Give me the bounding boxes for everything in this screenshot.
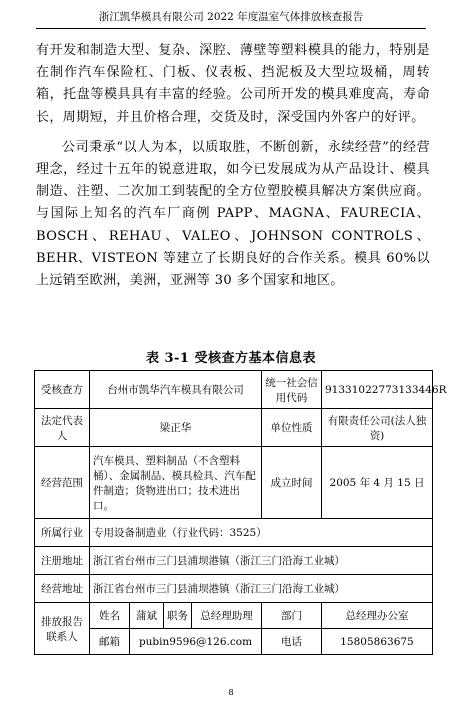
table-label: 职务 <box>164 603 192 629</box>
table-value: 总经理办公室 <box>322 603 433 629</box>
table-value: 2005 年 4 月 15 日 <box>322 447 433 519</box>
table-value: 15805863675 <box>322 629 433 655</box>
table-label: 经营地址 <box>35 575 90 603</box>
table-row <box>35 629 433 655</box>
table-value: 汽车模具、塑料制品（不含塑料桶）、金属制品、模具检具、汽车配件制造；货物进出口；技术进出口。 <box>90 447 262 519</box>
table-value: 浙江省台州市三门县浦坝港镇（浙江三门沿海工业城） <box>90 575 433 603</box>
paragraph: 公司秉承“以人为本，以质取胜，不断创新，永续经营”的经营理念，经过十五年的锐意进取，如今已发展成为从产品设计、模具制造、注塑、二次加工到装配的全方位塑胶模具解决方案供应商。与国际上知名的汽车厂商例 PAPP、MAGNA、FAURECIA、BOSCH、REHAU、VALEO、JOHNSON CONTROLS、BEHR、VISTEON 等建立了长期良好的合作关系。模具 60%以上远销至欧洲，美洲，亚洲等 30 多个国家和地区。 <box>36 139 430 289</box>
table-row <box>35 447 433 519</box>
table-label: 受核查方 <box>35 371 90 409</box>
table-value: 91331022773133446R <box>322 371 433 409</box>
table-label: 经营范围 <box>35 447 90 519</box>
table-label: 统一社会信用代码 <box>262 371 322 409</box>
table-label: 部门 <box>262 603 322 629</box>
table-value: 台州市凯华汽车模具有限公司 <box>90 371 262 409</box>
table-value: 专用设备制造业（行业代码：3525） <box>90 519 433 547</box>
table-caption: 表 3-1 受核查方基本信息表 <box>145 351 317 366</box>
table-label: 邮箱 <box>90 629 130 655</box>
table-label: 法定代表人 <box>35 409 90 447</box>
table-value: 蒲斌 <box>130 603 164 629</box>
body-text <box>36 40 430 292</box>
basic-info-table <box>34 370 447 655</box>
table-label: 姓名 <box>90 603 130 629</box>
table-row <box>35 575 433 603</box>
table-value: 梁正华 <box>90 409 262 447</box>
table-label: 排放报告联系人 <box>35 603 90 655</box>
table-label: 所属行业 <box>35 519 90 547</box>
table-row <box>35 547 433 575</box>
table-label: 电话 <box>262 629 322 655</box>
table-value: 有限责任公司(法人独资) <box>322 409 433 447</box>
table-label: 成立时间 <box>262 447 322 519</box>
table-label: 注册地址 <box>35 547 90 575</box>
page-header <box>36 8 426 29</box>
header-title: 浙江凯华模具有限公司 2022 年度温室气体排放核查报告 <box>98 11 364 23</box>
table-value: 浙江省台州市三门县浦坝港镇（浙江三门沿海工业城） <box>90 547 433 575</box>
table-row <box>35 519 433 547</box>
table-row <box>35 371 433 409</box>
page-number: 8 <box>228 688 234 697</box>
table-value: pubin9596@126.com <box>130 629 262 655</box>
table-label: 单位性质 <box>262 409 322 447</box>
table-row <box>35 409 433 447</box>
table-value: 总经理助理 <box>192 603 262 629</box>
table-row <box>35 603 433 629</box>
paragraph: 有开发和制造大型、复杂、深腔、薄壁等塑料模具的能力，特别是在制作汽车保险杠、门板、仪表板、挡泥板及大型垃圾桶，周转箱，托盘等模具具有丰富的经验。公司所开发的模具难度高，寿命长，周期短，并且价格合理，交货及时，深受国内外客户的好评。 <box>36 43 430 125</box>
